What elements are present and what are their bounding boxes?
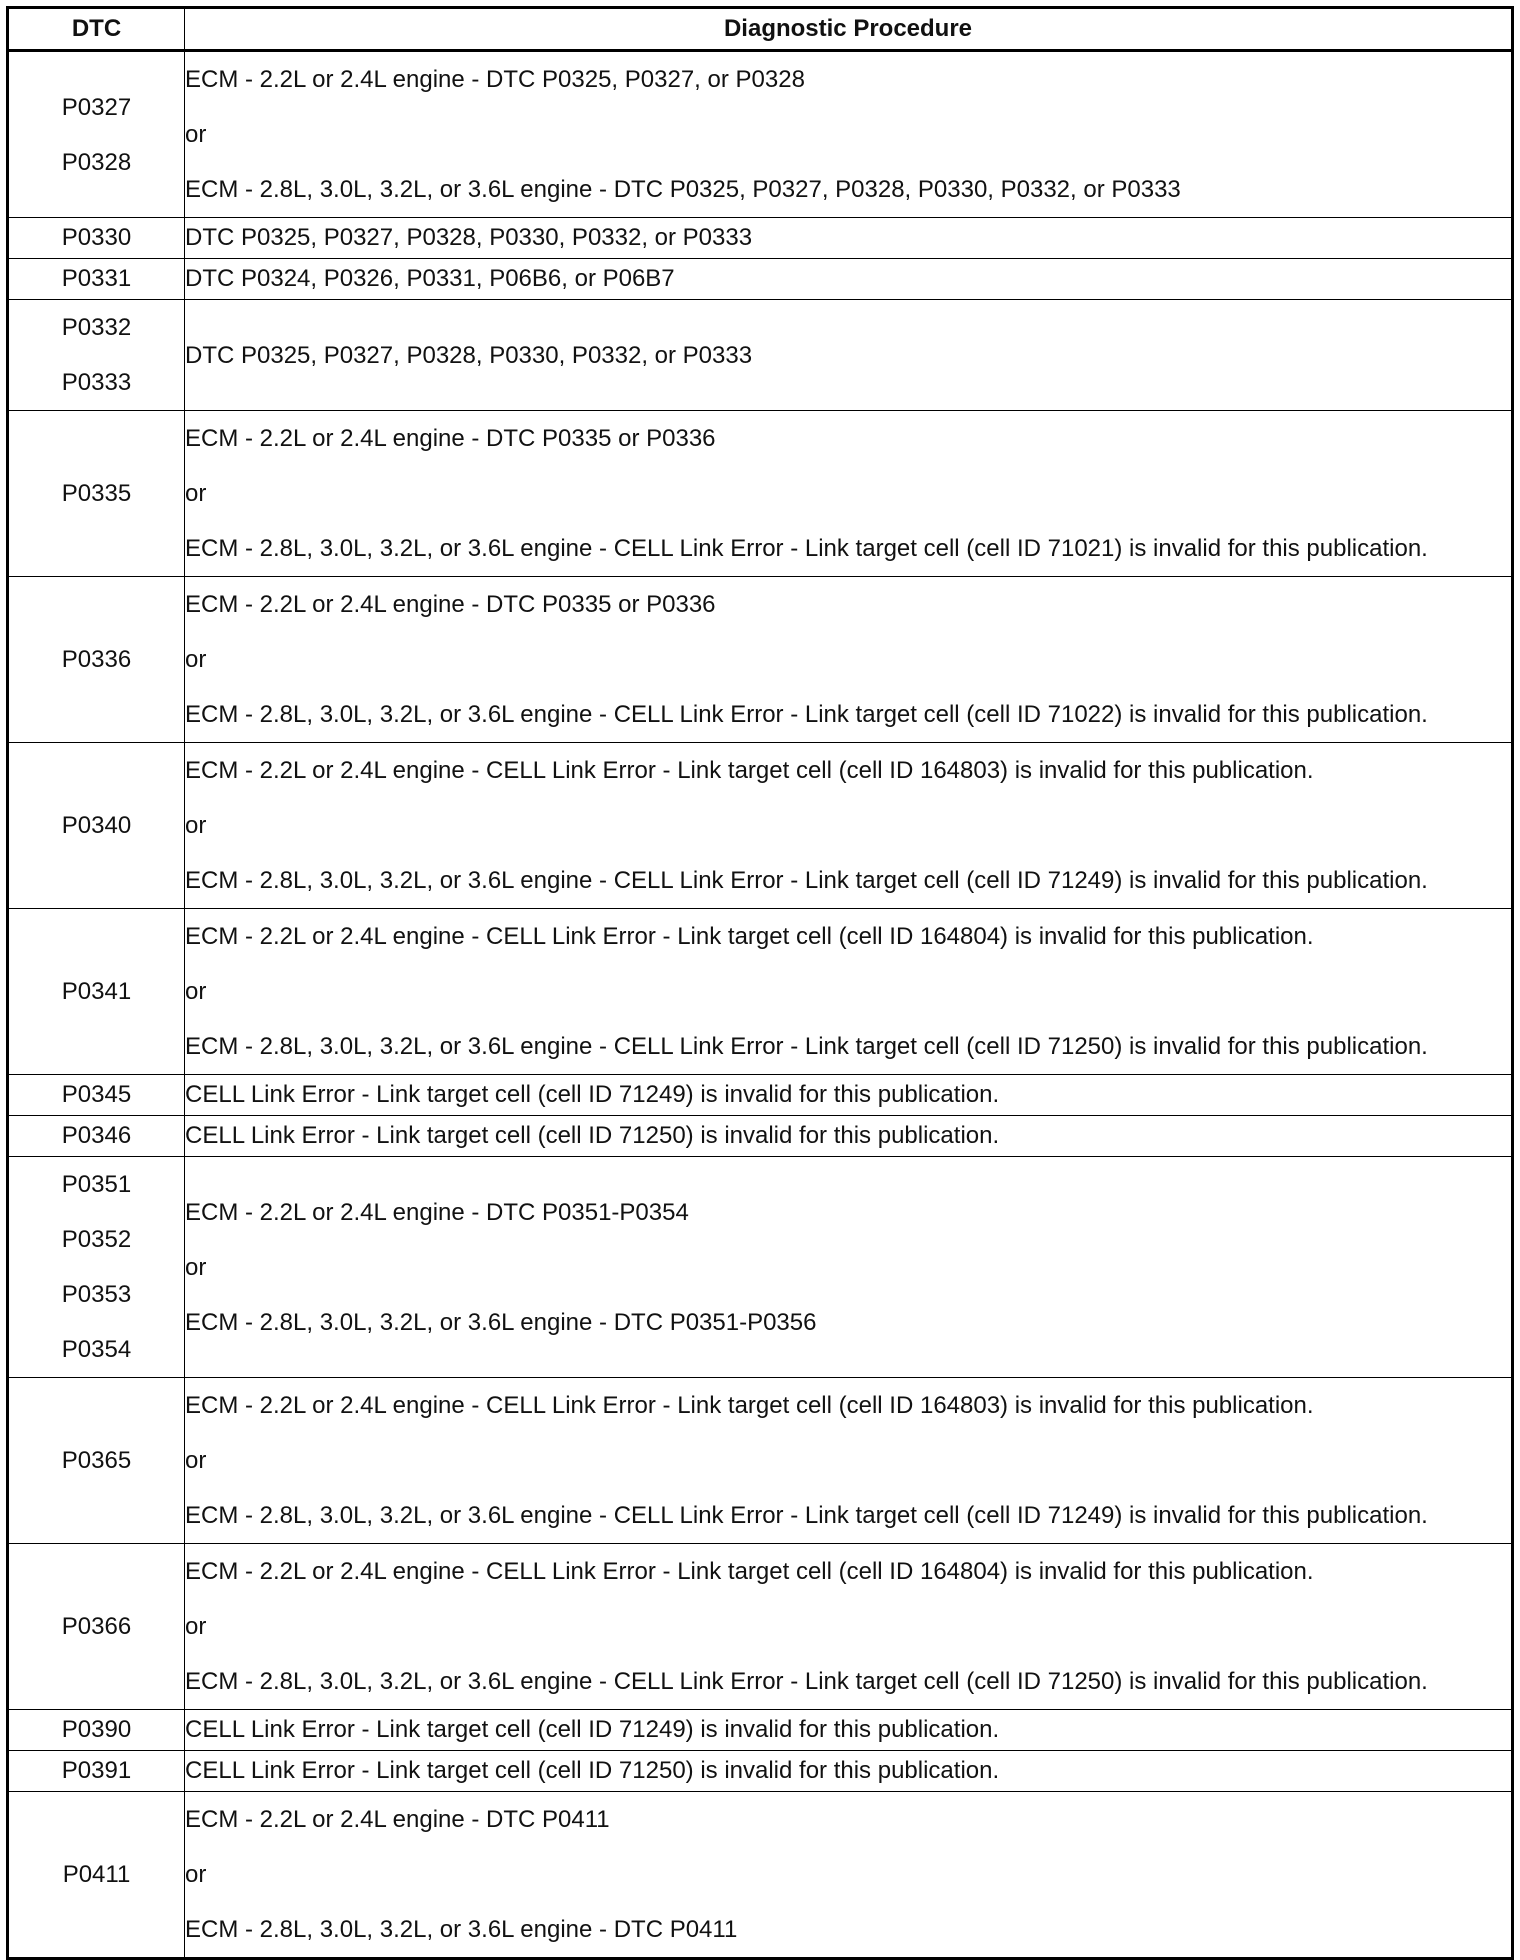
procedure-line: ECM - 2.2L or 2.4L engine - DTC P0325, P0327, or P0328 [185,66,805,93]
procedure-line: or [185,1253,207,1281]
procedure-cell [185,259,1513,300]
dtc-code: P0365 [61,1447,132,1474]
dtc-code: P0391 [61,1757,132,1784]
procedure-line: or [185,1861,207,1888]
procedure-line: or [185,646,207,673]
table-row [8,577,1513,743]
dtc-cell [8,1544,185,1710]
procedure-cell [185,218,1513,259]
dtc-code: P0390 [61,1716,132,1743]
dtc-cell [8,300,185,411]
table-row [8,1792,1513,1959]
procedure-line: or [185,1447,207,1474]
procedure-line: or [185,978,207,1005]
header-diagnostic-procedure: Diagnostic Procedure [185,8,1513,51]
dtc-code: P0327 [61,93,132,121]
procedure-line: CELL Link Error - Link target cell (cell ID 71249) is invalid for this publication. [185,1716,1000,1743]
dtc-cell [8,259,185,300]
procedure-cell [185,1116,1513,1157]
dtc-cell [8,577,185,743]
procedure-cell [185,1075,1513,1116]
table-header-row [8,8,1513,51]
dtc-cell [8,743,185,909]
procedure-cell [185,1544,1513,1710]
dtc-code: P0346 [61,1122,132,1149]
procedure-cell [185,1792,1513,1959]
procedure-line: CELL Link Error - Link target cell (cell ID 71250) is invalid for this publication. [185,1757,1000,1784]
table-body [8,51,1513,1959]
procedure-line: ECM - 2.2L or 2.4L engine - DTC P0335 or P0336 [185,591,716,618]
procedure-line: or [185,121,207,148]
procedure-line: ECM - 2.2L or 2.4L engine - DTC P0411 [185,1806,610,1833]
procedure-line: ECM - 2.2L or 2.4L engine - CELL Link Error - Link target cell (cell ID 164804) is invalid for this publication. [185,923,1314,950]
table-row [8,300,1513,411]
dtc-code: P0332 [61,314,132,341]
table-row [8,51,1513,218]
table-row [8,1075,1513,1116]
procedure-line: CELL Link Error - Link target cell (cell ID 71250) is invalid for this publication. [185,1122,1000,1149]
dtc-code: P0340 [61,812,132,839]
table-row [8,411,1513,577]
procedure-cell [185,1751,1513,1792]
table-row [8,1710,1513,1751]
table-row [8,259,1513,300]
procedure-cell [185,743,1513,909]
procedure-line: ECM - 2.2L or 2.4L engine - DTC P0351-P0354 [185,1198,689,1226]
procedure-line: ECM - 2.8L, 3.0L, 3.2L, or 3.6L engine - CELL Link Error - Link target cell (cell ID 71250) is invalid for this publication. [185,1668,1428,1695]
procedure-line: ECM - 2.8L, 3.0L, 3.2L, or 3.6L engine - DTC P0325, P0327, P0328, P0330, P0332, or P0333 [185,176,1181,203]
dtc-cell [8,1710,185,1751]
table-row [8,1116,1513,1157]
dtc-cell [8,1792,185,1959]
procedure-cell [185,577,1513,743]
procedure-line: ECM - 2.2L or 2.4L engine - CELL Link Error - Link target cell (cell ID 164803) is invalid for this publication. [185,1392,1314,1419]
procedure-line: CELL Link Error - Link target cell (cell ID 71249) is invalid for this publication. [185,1081,1000,1108]
dtc-procedure-table [6,6,1514,1960]
dtc-code: P0353 [61,1281,132,1308]
table-row [8,743,1513,909]
dtc-code: P0354 [61,1336,132,1363]
dtc-code: P0345 [61,1081,132,1108]
procedure-line: ECM - 2.8L, 3.0L, 3.2L, or 3.6L engine - DTC P0411 [185,1916,738,1943]
dtc-cell [8,1157,185,1378]
procedure-line: ECM - 2.2L or 2.4L engine - CELL Link Error - Link target cell (cell ID 164803) is invalid for this publication. [185,757,1314,784]
procedure-line: or [185,1613,207,1640]
dtc-code: P0331 [61,265,132,292]
procedure-line: ECM - 2.8L, 3.0L, 3.2L, or 3.6L engine - CELL Link Error - Link target cell (cell ID 71250) is invalid for this publication. [185,1033,1428,1060]
dtc-code: P0366 [61,1613,132,1640]
dtc-code: P0335 [61,480,132,507]
procedure-cell [185,51,1513,218]
procedure-cell [185,1710,1513,1751]
dtc-code: P0351 [61,1171,132,1198]
table-row [8,1751,1513,1792]
procedure-cell [185,411,1513,577]
procedure-cell [185,300,1513,411]
procedure-cell [185,909,1513,1075]
table-row [8,1157,1513,1378]
dtc-code: P0330 [61,224,132,251]
procedure-line: or [185,812,207,839]
table-row [8,1378,1513,1544]
procedure-line: ECM - 2.8L, 3.0L, 3.2L, or 3.6L engine - DTC P0351-P0356 [185,1308,817,1336]
procedure-line: ECM - 2.2L or 2.4L engine - CELL Link Error - Link target cell (cell ID 164804) is invalid for this publication. [185,1558,1314,1585]
procedure-line: ECM - 2.8L, 3.0L, 3.2L, or 3.6L engine - CELL Link Error - Link target cell (cell ID 71022) is invalid for this publication. [185,701,1428,728]
dtc-cell [8,1075,185,1116]
dtc-code: P0352 [61,1226,132,1253]
table-row [8,1544,1513,1710]
procedure-cell [185,1378,1513,1544]
dtc-code: P0341 [61,978,132,1005]
procedure-cell [185,1157,1513,1378]
procedure-line: DTC P0325, P0327, P0328, P0330, P0332, or P0333 [185,341,753,369]
procedure-line: ECM - 2.8L, 3.0L, 3.2L, or 3.6L engine - CELL Link Error - Link target cell (cell ID 71249) is invalid for this publication. [185,1502,1428,1529]
header-dtc: DTC [8,8,185,51]
dtc-cell [8,1378,185,1544]
table-row [8,218,1513,259]
table-row [8,909,1513,1075]
procedure-line: ECM - 2.2L or 2.4L engine - DTC P0335 or P0336 [185,425,716,452]
dtc-cell [8,51,185,218]
dtc-cell [8,1116,185,1157]
procedure-line: ECM - 2.8L, 3.0L, 3.2L, or 3.6L engine - CELL Link Error - Link target cell (cell ID 71021) is invalid for this publication. [185,535,1428,562]
dtc-code: P0333 [61,369,132,396]
dtc-cell [8,1751,185,1792]
procedure-line: DTC P0324, P0326, P0331, P06B6, or P06B7 [185,265,675,292]
procedure-line: ECM - 2.8L, 3.0L, 3.2L, or 3.6L engine - CELL Link Error - Link target cell (cell ID 71249) is invalid for this publication. [185,867,1428,894]
procedure-line: DTC P0325, P0327, P0328, P0330, P0332, or P0333 [185,224,753,251]
dtc-cell [8,411,185,577]
dtc-cell [8,218,185,259]
dtc-code: P0328 [61,148,132,176]
dtc-cell [8,909,185,1075]
dtc-code: P0411 [62,1861,131,1888]
dtc-code: P0336 [61,646,132,673]
procedure-line: or [185,480,207,507]
